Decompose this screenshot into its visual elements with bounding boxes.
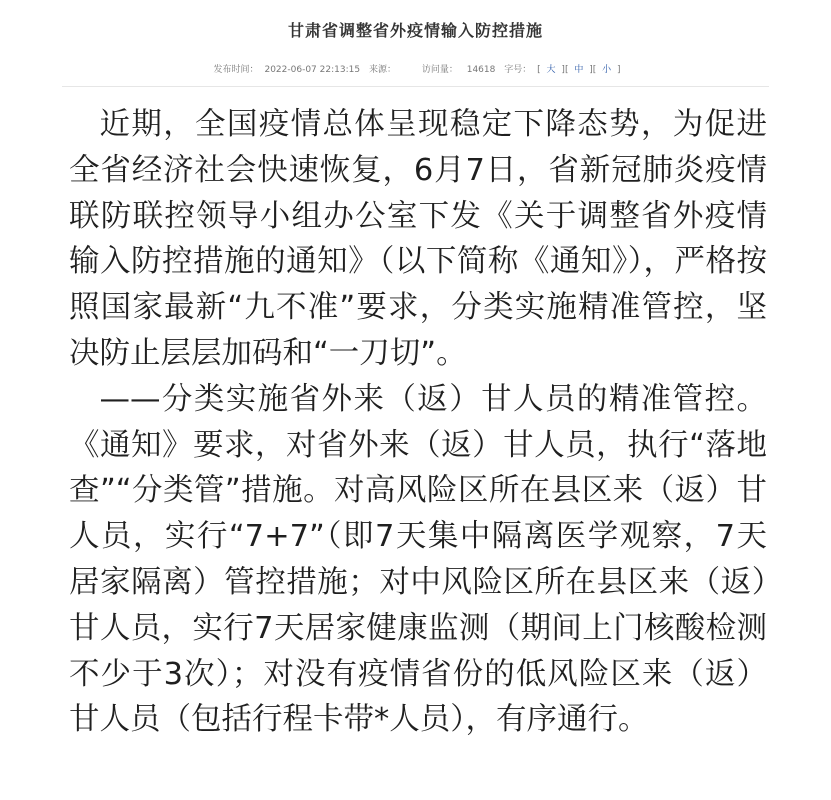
- header-divider: [62, 86, 769, 87]
- article-meta: [0, 62, 831, 75]
- font-size-separator: ]: [561, 65, 565, 75]
- font-size-separator: ]: [589, 65, 593, 75]
- article-paragraph: ——分类实施省外来（返）甘人员的精准管控。《通知》要求，对省外来（返）甘人员，执行“落地查”“分类管”措施。对高风险区所在县区来（返）甘人员，实行“7+7”（即7天集中隔离医学观察，7天居家隔离）管控措施；对中风险区所在县区来（返）甘人员，实行7天居家健康监测（期间上门核酸检测不少于3次）；对没有疫情省份的低风险区来（返）甘人员（包括行程卡带*人员），有序通行。: [69, 381, 767, 738]
- source-label: 来源：: [368, 65, 396, 75]
- views-count: 14618: [466, 65, 496, 75]
- font-size-medium-button[interactable]: 中: [574, 65, 584, 75]
- views-label: 访问量：: [421, 65, 458, 75]
- font-size-small-button[interactable]: 小: [602, 65, 612, 75]
- font-size-large-button[interactable]: 大: [546, 65, 556, 75]
- font-size-separator: [: [592, 65, 597, 75]
- publish-time-label: 发布时间：: [213, 65, 259, 75]
- article-title: 甘肃省调整省外疫情输入防控措施: [287, 21, 543, 40]
- publish-time: 2022-06-07 22:13:15: [264, 65, 361, 75]
- font-size-bracket: ]: [617, 65, 621, 75]
- article-paragraph: 近期，全国疫情总体呈现稳定下降态势，为促进全省经济社会快速恢复，6月7日，省新冠肺炎疫情联防联控领导小组办公室下发《关于调整省外疫情输入防控措施的通知》（以下简称《通知》），严格按照国家最新“九不准”要求，分类实施精准管控，坚决防止层层加码和“一刀切”。: [69, 107, 767, 371]
- article-body: [69, 102, 767, 743]
- font-size-separator: [: [564, 65, 569, 75]
- font-size-label: 字号：: [504, 65, 532, 75]
- font-size-bracket: [: [537, 65, 541, 75]
